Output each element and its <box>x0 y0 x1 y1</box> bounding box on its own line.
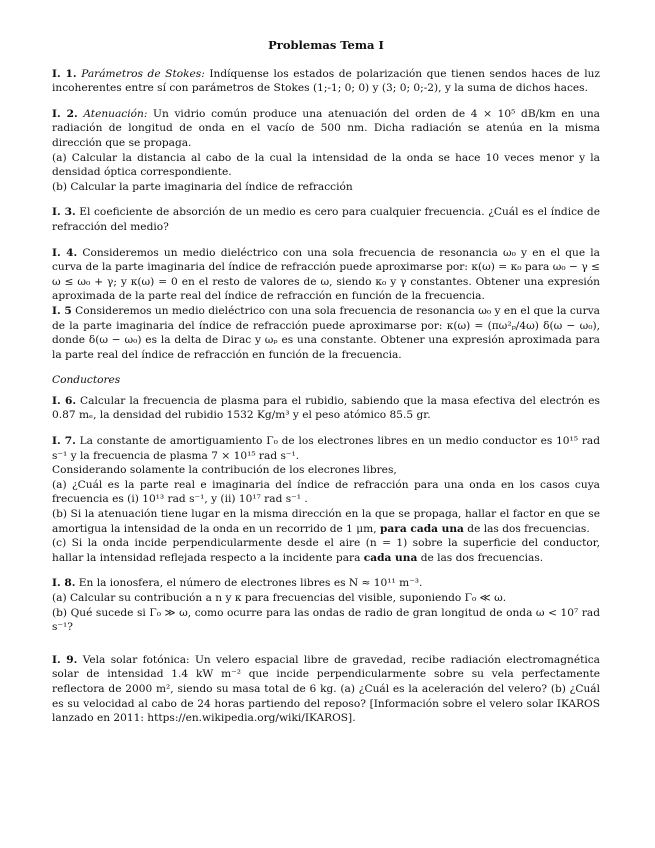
problem-text: La constante de amortiguamiento Γ₀ de los electrones libres en un medio conductor es 10¹⁵ rad s⁻¹ y la frecuencia de plasma 7 × 10¹⁵ rad s⁻¹. <box>52 435 600 462</box>
problem-number: I. 6. <box>52 394 77 407</box>
problem-number: I. 2. <box>52 107 78 120</box>
problem-text: Consideremos un medio dieléctrico con una sola frecuencia de resonancia ω₀ y en el que la curva de la parte imaginaria del índice de refracción puede aproximarse por: κ(ω) = κ₀ para ω₀ − γ ≤ ω ≤ ω₀ + γ; y κ(ω) = 0 en el resto de valores de ω, siendo κ₀ y γ constantes. Obtener una expresión aproximada de la parte real del índice de refracción en función de la frecuencia. <box>52 246 600 303</box>
problem-text: Consideremos un medio dieléctrico con una sola frecuencia de resonancia ω₀ y en el que la curva de la parte imaginaria del índice de refracción puede aproximarse por: κ(ω) = (πω²ₚ/4ω) δ(ω − ω₀), donde δ(ω − ω₀) es la delta de Dirac y ωₚ es una constante. Obtener una expresión aproximada para la parte real del índice de refracción en función de la frecuencia. <box>52 304 600 361</box>
problem-7 <box>52 434 600 565</box>
problem-8 <box>52 576 600 634</box>
problem-number: I. 1. <box>52 67 77 80</box>
part-b-text: (b) Si la atenuación tiene lugar en la misma dirección en la que se propaga, hallar el factor en que se amortigua la intensidad de la onda en un recorrido de 1 μm, <box>52 508 600 535</box>
problem-number: I. 4. <box>52 246 78 259</box>
problem-heading: Parámetros de Stokes: <box>81 67 205 80</box>
problem-1 <box>52 67 600 96</box>
part-c-text: (c) Si la onda incide perpendicularmente desde el aire (n = 1) sobre la superficie del conductor, hallar la intensidad reflejada respecto a la incidente para <box>52 537 600 564</box>
part-b-tail: de las dos frecuencias. <box>467 522 590 535</box>
problem-part-b: (b) Calcular la parte imaginaria del índice de refracción <box>52 180 353 193</box>
problem-heading: Atenuación: <box>83 107 148 120</box>
part-b-emphasis: para cada una <box>379 522 464 535</box>
problem-text: Vela solar fotónica: Un velero espacial libre de gravedad, recibe radiación electromagnética solar de intensidad 1.4 kW m⁻² que incide perpendicularmente sobre su vela perfectamente reflectora de 2000 m², siendo su masa total de 6 kg. (a) ¿Cuál es la aceleración del velero? (b) ¿Cuál es su velocidad al cabo de 24 horas partiendo del reposo? [Información sobre el velero solar IKAROS lanzado en 2011: https://en.wikipedia.org/wiki/IKAROS]. <box>52 653 600 725</box>
problem-text: Calcular la frecuencia de plasma para el rubidio, sabiendo que la masa efectiva del electrón es 0.87 mₑ, la densidad del rubidio 1532 Kg/m³ y el peso atómico 85.5 gr. <box>52 394 600 422</box>
problem-number: I. 7. <box>52 435 76 448</box>
problem-3 <box>52 205 600 234</box>
problem-extra: Considerando solamente la contribución de los elecrones libres, <box>52 464 397 477</box>
problem-5 <box>52 304 600 362</box>
page-title: Problemas Tema I <box>268 38 384 52</box>
problem-number: I. 9. <box>52 653 78 666</box>
part-c-emphasis: cada una <box>363 551 418 564</box>
part-c-tail: de las dos frecuencias. <box>420 551 544 564</box>
problem-number: I. 5 <box>52 304 72 317</box>
problem-part-c <box>52 536 600 565</box>
problem-9 <box>52 653 600 726</box>
problem-part-a: (a) Calcular su contribución a n y κ para frecuencias del visible, suponiendo Γ₀ ≪ ω. <box>52 592 507 604</box>
problem-text: Un vidrio común produce una atenuación del orden de 4 × 10⁵ dB/km en una radiación de longitud de onda en el vacío de 500 nm. Dicha radiación se atenúa en la misma dirección que se propaga. <box>52 107 600 149</box>
problem-part-b: (b) Qué sucede si Γ₀ ≫ ω, como ocurre para las ondas de radio de gran longitud de onda ω < 10⁷ rad s⁻¹? <box>52 606 600 634</box>
problem-number: I. 8. <box>52 577 76 590</box>
problem-part-a: (a) Calcular la distancia al cabo de la cual la intensidad de la onda se hace 10 veces menor y la densidad óptica correspondiente. <box>52 151 600 179</box>
problem-part-b <box>52 507 600 536</box>
problem-part-a: (a) ¿Cuál es la parte real e imaginaria del índice de refracción para una onda en los casos cuya frecuencia es (i) 10¹³ rad s⁻¹, y (ii) 10¹⁷ rad s⁻¹ . <box>52 478 600 506</box>
problem-text: Indíquense los estados de polarización que tienen sendos haces de luz incoherentes entre sí con parámetros de Stokes (1;-1; 0; 0) y (3; 0; 0;-2), y la suma de dichos haces. <box>52 67 600 95</box>
document-page <box>52 38 600 737</box>
problem-2 <box>52 107 600 195</box>
section-heading-conductores: Conductores <box>52 374 121 387</box>
problem-4 <box>52 246 600 304</box>
problem-number: I. 3. <box>52 206 76 219</box>
problem-6 <box>52 394 600 423</box>
problem-text: En la ionosfera, el número de electrones libres es N ≈ 10¹¹ m⁻³. <box>78 577 423 590</box>
problem-text: El coeficiente de absorción de un medio es cero para cualquier frecuencia. ¿Cuál es el índice de refracción del medio? <box>52 206 600 233</box>
